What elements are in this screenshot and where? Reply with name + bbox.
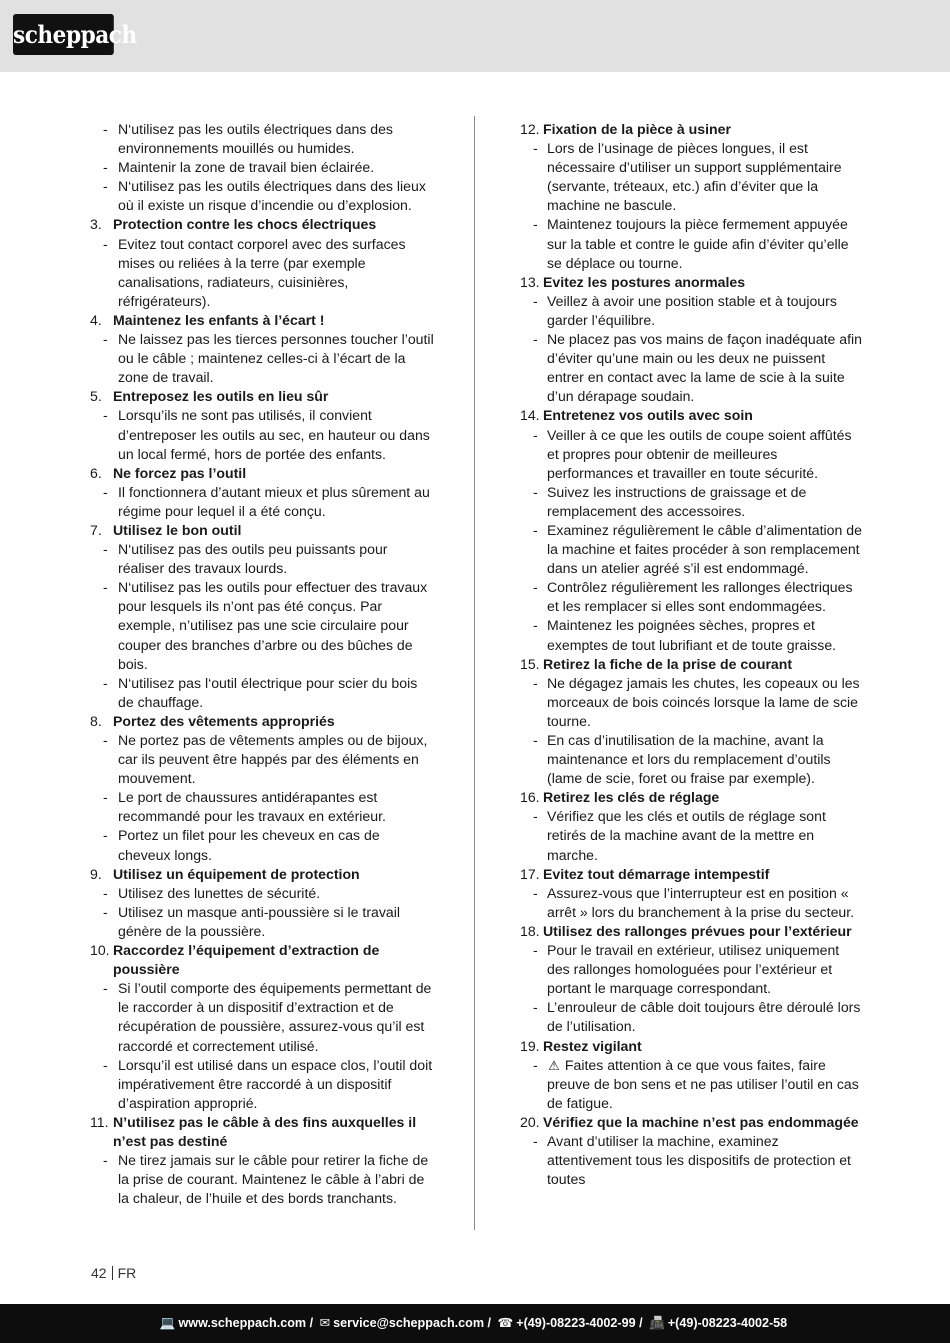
- column-divider: [474, 116, 475, 1230]
- list-item: - Avant d’utiliser la machine, examinez attentivement tous les dispositifs de protection et toutes: [533, 1132, 851, 1188]
- computer-icon: 💻: [159, 1316, 176, 1330]
- warning-triangle-icon: ⚠: [548, 1057, 560, 1073]
- page-number: [91, 1265, 136, 1281]
- section-title: 15. Retirez la fiche de la prise de courant: [520, 655, 793, 672]
- scheppach-logo: scheppach: [13, 14, 114, 55]
- list-item: - Maintenez toujours la pièce fermement appuyée sur la table et contre le guide afin d’éviter qu’elle se déplace ou tourne.: [533, 216, 849, 271]
- list-item: - ⚠ Faites attention à ce que vous faites, faire preuve de bon sens et ne pas utiliser l’outil en cas de fatigue.: [533, 1056, 859, 1111]
- list-item: - Assurez-vous que l’interrupteur est en position « arrêt » lors du branchement à la prise du secteur.: [533, 884, 855, 920]
- section-title: 20. Vérifiez que la machine n’est pas endommagée: [520, 1113, 859, 1130]
- list-item: - N‘utilisez pas les outils électriques dans des environnements mouillés ou humides.: [103, 121, 393, 157]
- right-column: [520, 120, 865, 1189]
- list-item: - Examinez régulièrement le câble d’alimentation de la machine et faites procéder à son remplacement dans un atelier agréé s’il est endommagé.: [533, 521, 862, 577]
- list-item: - Suivez les instructions de graissage et de remplacement des accessoires.: [533, 483, 807, 519]
- page-header: [0, 0, 950, 72]
- list-item: - N‘utilisez pas les outils pour effectuer des travaux pour lesquels ils n’ont pas été conçus. Par exemple, n’utilisez pas une scie circulaire pour couper des branches d’arbre ou des bûches de bois.: [103, 579, 428, 672]
- fax-number: +(49)-08223-4002-58: [667, 1316, 788, 1330]
- list-item: - Le port de chaussures antidérapantes est recommandé pour les travaux en extérieur.: [103, 789, 386, 825]
- phone-number: +(49)-08223-4002-99 /: [516, 1316, 643, 1330]
- mail-icon: ✉: [319, 1316, 331, 1330]
- list-item: - Veillez à avoir une position stable et à toujours garder l’équilibre.: [533, 292, 837, 328]
- list-item: - Lorsqu’ils ne sont pas utilisés, il convient d’entreposer les outils au sec, en hauteur ou dans un local fermé, hors de portée des enfants.: [103, 407, 430, 462]
- language-code: FR: [117, 1265, 137, 1281]
- list-item: - Veiller à ce que les outils de coupe soient affûtés et propres pour obtenir de meilleures performances et travailler en toute sécurité.: [533, 426, 852, 481]
- list-item: - Ne placez pas vos mains de façon inadéquate afin d’éviter qu’une main ou les deux ne puissent entrer en contact avec la lame de scie à la suite d’un dérapage soudain.: [533, 331, 862, 405]
- item-text: N‘utilisez pas les outils électriques dans des lieux où il existe un risque d’incendie ou d’explosion.: [118, 178, 426, 214]
- list-item: - Utilisez un masque anti-poussière si le travail génère de la poussière.: [103, 903, 400, 939]
- list-item: - Ne dégagez jamais les chutes, les copeaux ou les morceaux de bois coincés lorsque la lame de scie tourne.: [533, 674, 860, 729]
- list-item: - N‘utilisez pas les outils électriques dans des lieux où il existe un risque d’incendie ou d’explosion.: [103, 178, 426, 214]
- list-item: - N‘utilisez pas des outils peu puissants pour réaliser des travaux lourds.: [103, 541, 388, 577]
- list-item: - Ne portez pas de vêtements amples ou de bijoux, car ils peuvent être happés par des éléments en mouvement.: [103, 732, 428, 787]
- section-title: 14. Entretenez vos outils avec soin: [520, 407, 753, 424]
- list-item: - Il fonctionnera d’autant mieux et plus sûrement au régime pour lequel il a été conçu.: [103, 483, 430, 519]
- list-item: - Maintenir la zone de travail bien éclairée.: [103, 159, 375, 176]
- fax-icon: 📠: [649, 1316, 665, 1330]
- list-item: - Ne laissez pas les tierces personnes toucher l’outil ou le câble ; maintenez celles-ci à l’écart de la zone de travail.: [103, 331, 434, 386]
- section-title: 8. Portez des vêtements appropriés: [90, 712, 335, 729]
- page-number-value: 42: [91, 1265, 107, 1281]
- list-item: - Evitez tout contact corporel avec des surfaces mises ou reliées à la terre (par exemple canalisations, radiateurs, cuisinières, réfrigérateurs).: [103, 235, 406, 309]
- list-item: - Ne tirez jamais sur le câble pour retirer la fiche de la prise de courant. Maintenez le câble à l’abri de la chaleur, de l’huile et des bords tranchants.: [103, 1152, 429, 1207]
- section-title: 17. Evitez tout démarrage intempestif: [520, 865, 770, 882]
- section-title: 13. Evitez les postures anormales: [520, 273, 746, 290]
- section-title: 19. Restez vigilant: [520, 1037, 642, 1054]
- list-item: - Portez un filet pour les cheveux en cas de cheveux longs.: [103, 827, 380, 863]
- list-item: - En cas d’inutilisation de la machine, avant la maintenance et lors du remplacement d’outils (lame de scie, foret ou fraise par exemple).: [533, 732, 831, 787]
- list-item: - Si l’outil comporte des équipements permettant de le raccorder à un dispositif d’extraction et de récupération de poussière, assurez-vous qu’il est raccordé et correctement utilisé.: [103, 980, 432, 1054]
- section-title: 5. Entreposez les outils en lieu sûr: [90, 388, 329, 405]
- list-item: - Contrôlez régulièrement les rallonges électriques et les remplacer si elles sont endommagées.: [533, 579, 853, 615]
- list-item: - Lors de l’usinage de pièces longues, il est nécessaire d’utiliser un support supplémentaire (servante, tréteaux, etc.) afin d’éviter que la machine ne bascule.: [533, 140, 842, 214]
- section-title: 10. Raccordez l’équipement d’extraction de poussière: [90, 942, 380, 978]
- list-item: - Pour le travail en extérieur, utilisez uniquement des rallonges homologuées pour l’extérieur et portant le marquage correspondant.: [533, 942, 840, 997]
- left-column: [90, 120, 435, 1208]
- section-title: 4. Maintenez les enfants à l’écart !: [90, 311, 325, 328]
- list-item: - N‘utilisez pas l‘outil électrique pour scier du bois de chauffage.: [103, 674, 418, 710]
- section-title: 6. Ne forcez pas l’outil: [90, 464, 247, 481]
- list-item: - Vérifiez que les clés et outils de réglage sont retirés de la machine avant de la mettre en marche.: [533, 808, 826, 863]
- section-title: 11. N’utilisez pas le câble à des fins auxquelles il n’est pas destiné: [90, 1113, 417, 1149]
- section-title: 9. Utilisez un équipement de protection: [90, 865, 360, 882]
- list-item: - Maintenez les poignées sèches, propres et exemptes de tout lubrifiant et de toute graisse.: [533, 617, 837, 653]
- website-link[interactable]: www.scheppach.com /: [178, 1316, 314, 1330]
- section-title: 16. Retirez les clés de réglage: [520, 789, 720, 806]
- item-text: Maintenir la zone de travail bien éclairée.: [118, 159, 375, 176]
- phone-icon: ☎: [497, 1316, 514, 1330]
- section-title: 3. Protection contre les chocs électriques: [90, 216, 377, 233]
- section-title: 7. Utilisez le bon outil: [90, 521, 242, 538]
- item-text: N‘utilisez pas les outils électriques dans des environnements mouillés ou humides.: [118, 121, 393, 157]
- email-link[interactable]: service@scheppach.com /: [333, 1316, 492, 1330]
- list-item: - Utilisez des lunettes de sécurité.: [103, 884, 321, 901]
- section-title: 12. Fixation de la pièce à usiner: [520, 121, 731, 137]
- list-item: - Lorsqu’il est utilisé dans un espace clos, l’outil doit impérativement être raccordé à un dispositif d’aspiration approprié.: [103, 1056, 433, 1111]
- page-footer: [0, 1304, 950, 1343]
- list-item: - L’enrouleur de câble doit toujours être déroulé lors de l’utilisation.: [533, 999, 861, 1035]
- section-title: 18. Utilisez des rallonges prévues pour l’extérieur: [520, 922, 852, 939]
